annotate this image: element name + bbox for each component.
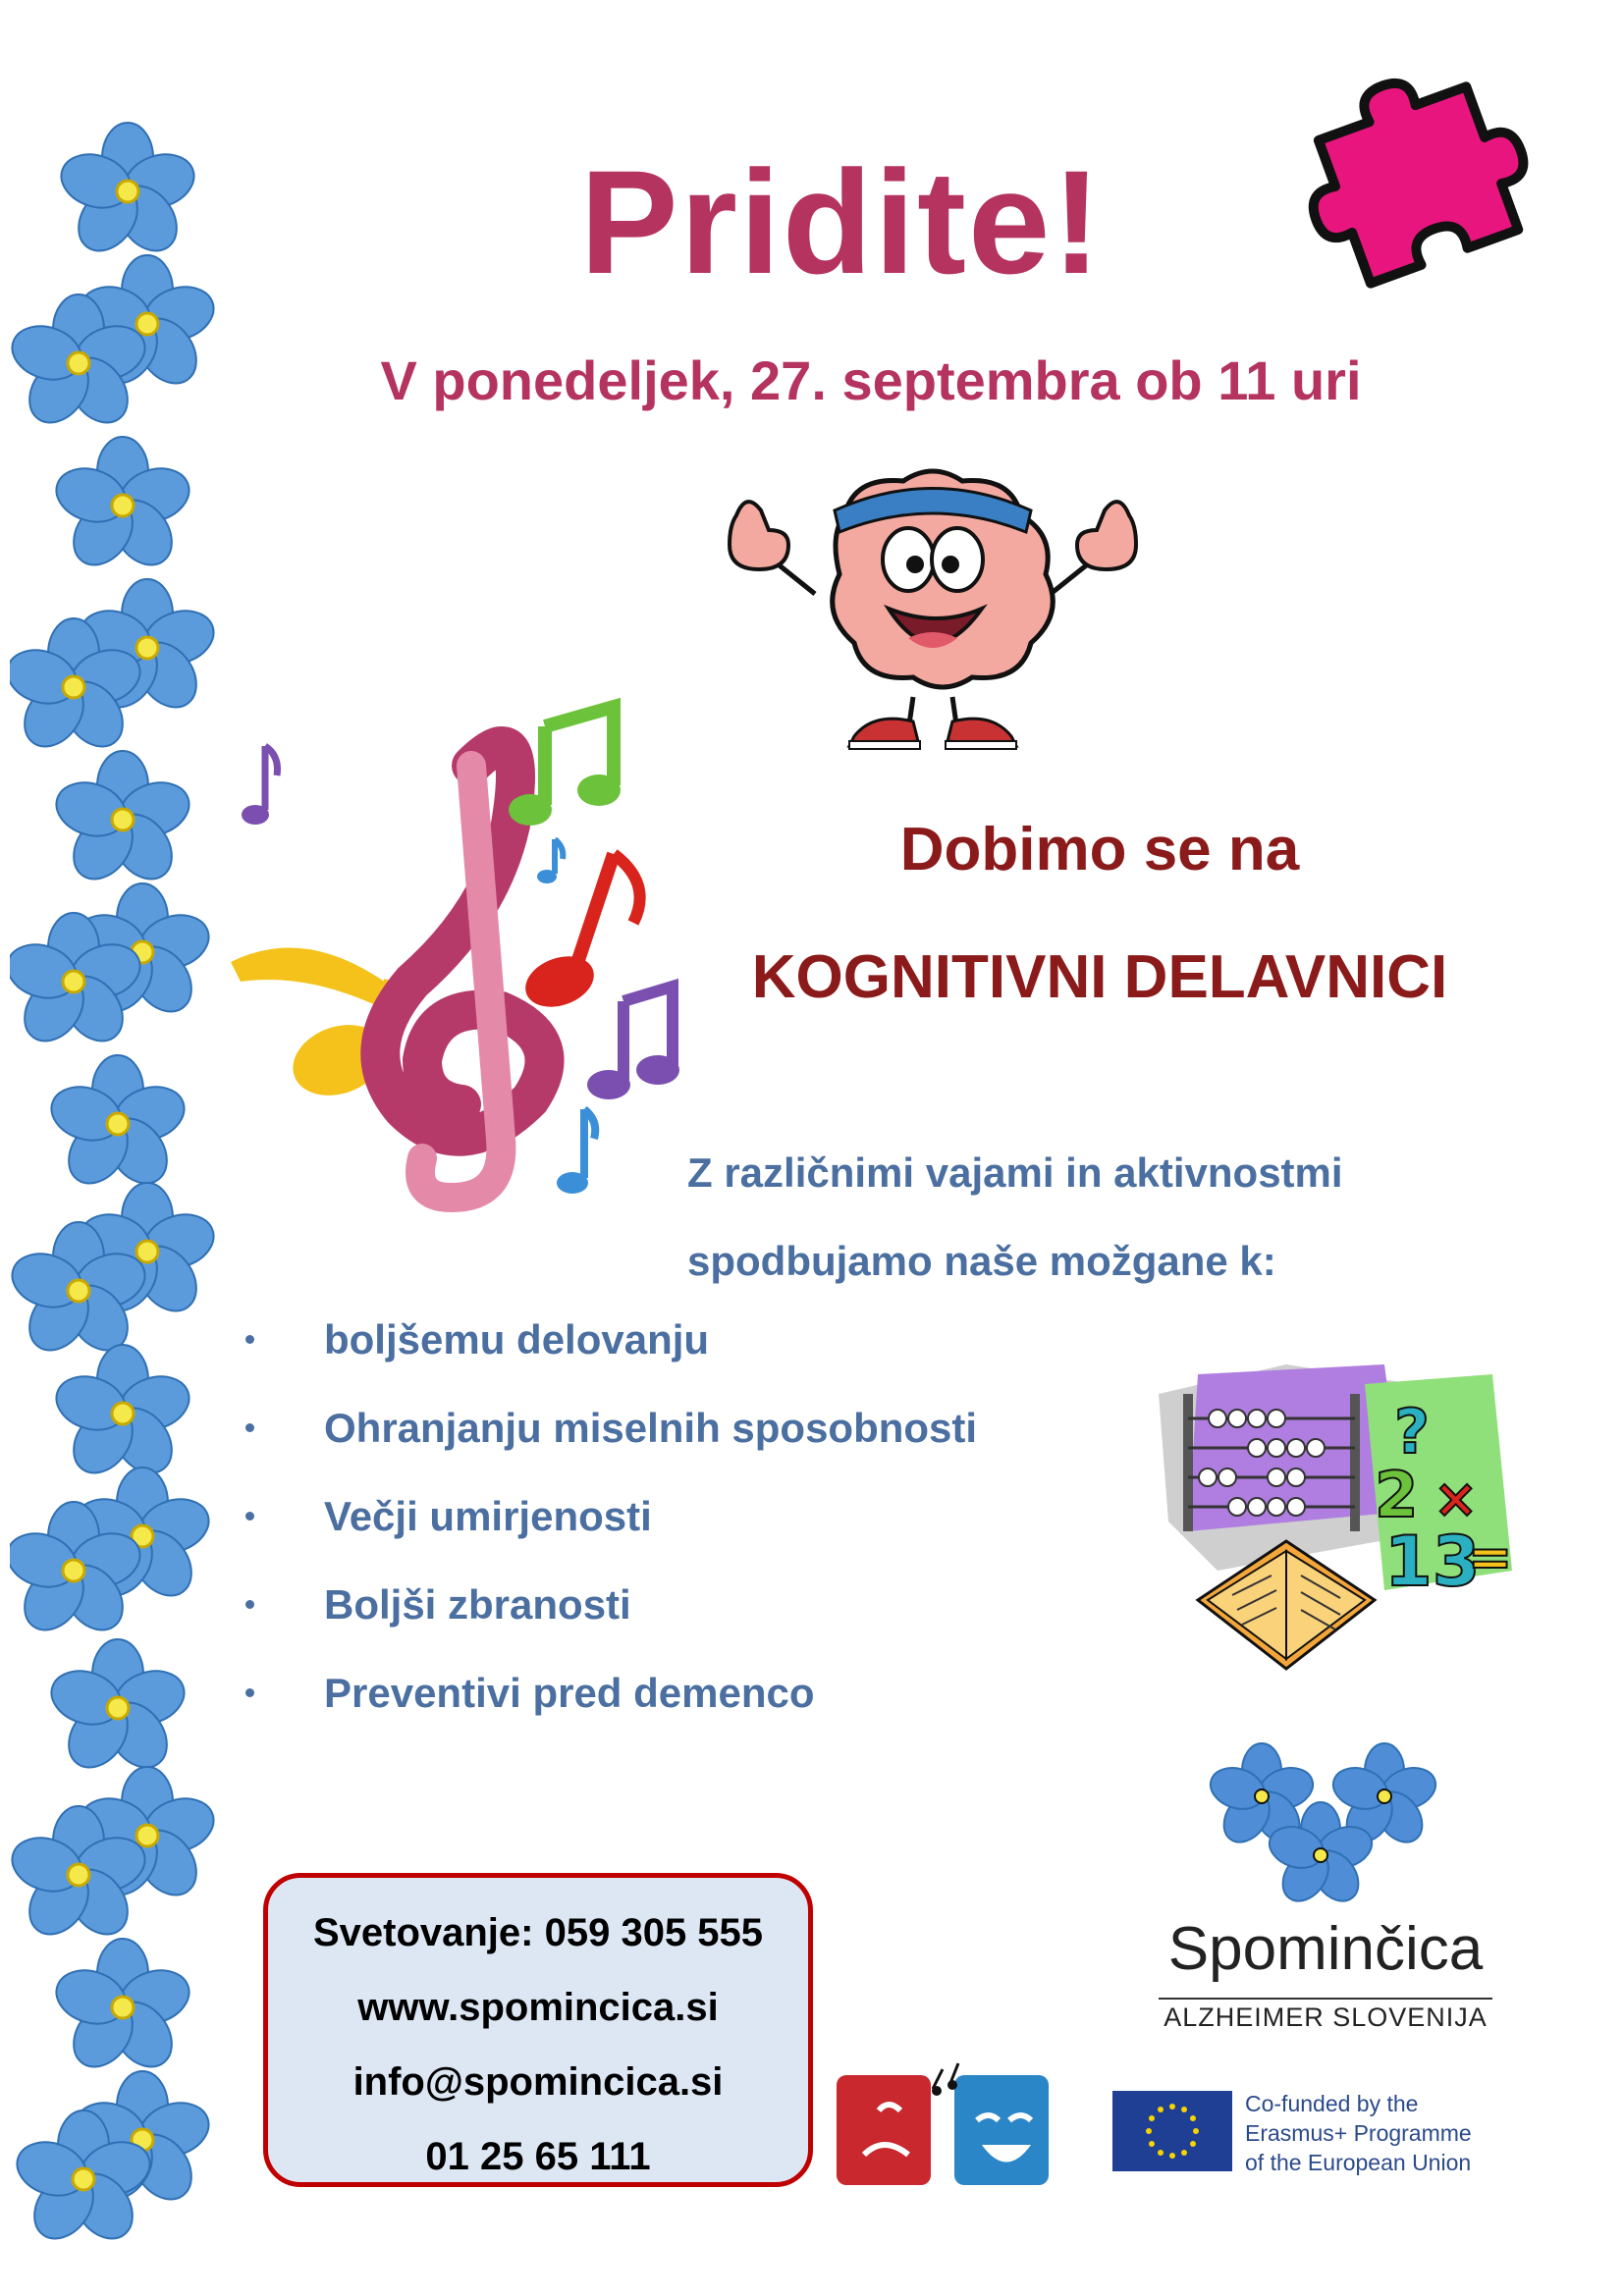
intro-line-1: Z različnimi vajami in aktivnostmi — [687, 1149, 1343, 1196]
abacus-math-icon — [1139, 1345, 1532, 1728]
contact-box — [263, 1873, 813, 2187]
logo-divider — [1159, 1998, 1492, 2000]
intro-text — [687, 1129, 1473, 1306]
music-notes-icon — [221, 687, 692, 1237]
event-date: V ponedeljek, 27. septembra ob 11 uri — [380, 349, 1362, 411]
eu-line-3: of the European Union — [1245, 2150, 1472, 2175]
svg-text:×: × — [1434, 1468, 1479, 1529]
bullet-icon — [245, 1423, 254, 1432]
eu-flag-icon — [1112, 2091, 1232, 2171]
list-item: boljšemu delovanju — [245, 1296, 977, 1384]
counseling-phone: Svetovanje: 059 305 555 — [312, 1911, 764, 1954]
forget-me-not-flower-icon — [10, 123, 216, 2250]
flower-border — [10, 118, 216, 2277]
bullet-icon — [245, 1688, 254, 1697]
email-link[interactable]: info@spomincica.si — [352, 2060, 724, 2104]
workshop-title: KOGNITIVNI DELAVNICI — [751, 943, 1448, 1011]
bullet-icon — [245, 1335, 254, 1344]
phone-number: 01 25 65 111 — [425, 2135, 651, 2178]
page-title: Pridite! — [579, 139, 1104, 304]
meeting-line-1: Dobimo se na — [899, 816, 1300, 883]
logo-subtitle: ALZHEIMER SLOVENIJA — [1164, 2002, 1488, 2032]
list-item: Večji umirjenosti — [245, 1472, 977, 1561]
svg-text:?: ? — [1394, 1396, 1430, 1468]
list-item: Ohranjanju miselnih sposobnosti — [245, 1384, 977, 1472]
brain-mascot-icon — [707, 456, 1159, 761]
eu-cofunding-text — [1245, 2089, 1472, 2177]
website-link[interactable]: www.spomincica.si — [357, 1986, 719, 2029]
eu-line-2: Erasmus+ Programme — [1245, 2120, 1472, 2146]
bullet-icon — [245, 1600, 254, 1609]
logo-name: Spominčica — [1167, 1915, 1484, 1983]
list-item: Preventivi pred demenco — [245, 1649, 977, 1737]
benefits-list — [245, 1296, 977, 1737]
list-item: Boljši zbranosti — [245, 1561, 977, 1649]
svg-text:=: = — [1468, 1526, 1513, 1588]
svg-text:13: 13 — [1384, 1522, 1481, 1602]
theatre-masks-icon — [835, 2061, 1051, 2189]
spomincica-logo-flowers — [1208, 1742, 1443, 1909]
intro-line-2: spodbujamo naše možgane k: — [687, 1238, 1276, 1284]
svg-text:2: 2 — [1375, 1460, 1419, 1532]
bullet-icon — [245, 1512, 254, 1521]
eu-line-1: Co-funded by the — [1245, 2091, 1419, 2116]
